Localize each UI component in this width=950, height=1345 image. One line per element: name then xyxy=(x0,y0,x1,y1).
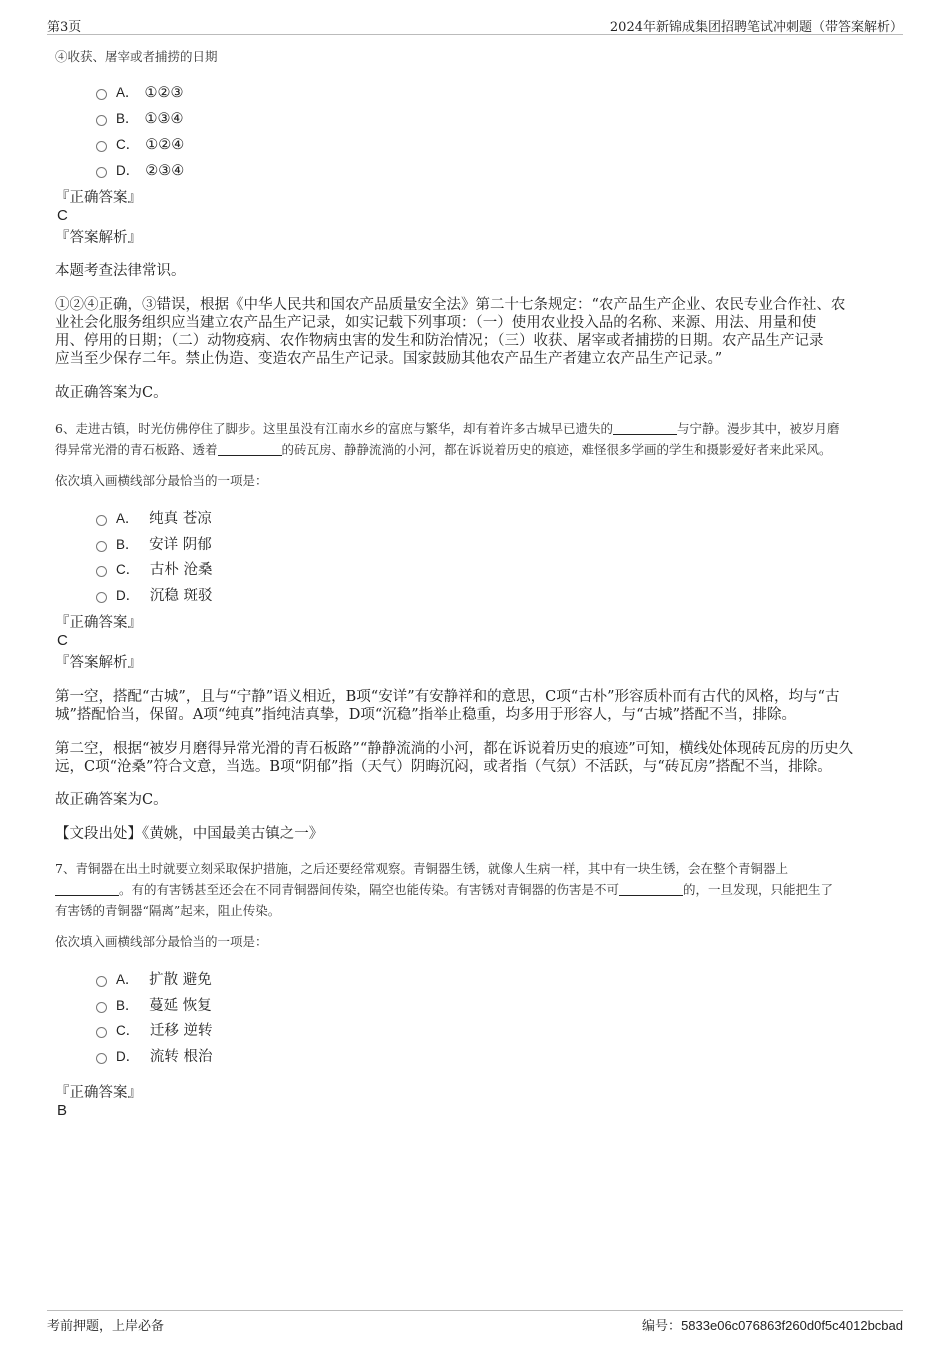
radio-icon[interactable] xyxy=(96,141,107,152)
radio-icon[interactable] xyxy=(96,1053,107,1064)
q5-option-b[interactable]: B． ①③④ xyxy=(96,110,184,128)
q7-answer-heading: 『正确答案』 xyxy=(55,1085,142,1101)
radio-icon[interactable] xyxy=(96,592,107,603)
q7-answer: B xyxy=(57,1102,68,1119)
document-code: 编号：5833e06c076863f260d0f5c4012bcbad xyxy=(642,1318,903,1334)
q7-option-b[interactable]: B． 蔓延 恢复 xyxy=(96,997,212,1015)
q6-analysis-second-blank: 第二空，根据“被岁月磨得异常光滑的青石板路”“静静流淌的小河，都在诉说着历史的痕迹”可知，横线处体现砖瓦房的历史久 远，C项“沧桑”符合文意，当选。B项“阴郁”指（天气）阴晦沉闷，或者指（气氛）不活跃，与“砖瓦房”搭配不当，排除。 xyxy=(55,741,854,775)
answer-blank xyxy=(619,883,683,896)
q7-prompt: 依次填入画横线部分最恰当的一项是： xyxy=(55,934,268,949)
page-footer xyxy=(47,1310,903,1334)
q6-analysis-heading: 『答案解析』 xyxy=(55,655,142,671)
q5-analysis-body: ①②④正确，③错误，根据《中华人民共和国农产品质量安全法》第二十七条规定：“农产品生产企业、农民专业合作社、农 业社会化服务组织应当建立农产品生产记录，如实记载下列事项：（一）使用农业投入品的名称、来源、用法、用量和使 用、停用的日期；（二）动物疫病、农作物病虫害的发生和防治情况；（三）收获、屠宰或者捕捞的日期。农产品生产记录 应当至少保存二年。禁止伪造、变造农产品生产记录。国家鼓励其他农产品生产者建立农产品生产记录。” xyxy=(55,297,846,367)
q6-option-d[interactable]: D． 沉稳 斑驳 xyxy=(96,587,212,605)
q7-option-c[interactable]: C． 迁移 逆转 xyxy=(96,1022,212,1040)
q7-option-a[interactable]: A． 扩散 避免 xyxy=(96,971,212,989)
radio-icon[interactable] xyxy=(96,976,107,987)
q6-analysis-first-blank: 第一空，搭配“古城”，且与“宁静”语义相近，B项“安详”有安静祥和的意思，C项“古朴”形容质朴而有古代的风格，均与“古 城”搭配恰当，保留。A项“纯真”指纯洁真挚，D项“沉稳”指举止稳重，均多用于形容人，与“古城”搭配不当，排除。 xyxy=(55,689,840,723)
q5-option-c[interactable]: C． ①②④ xyxy=(96,136,184,154)
radio-icon[interactable] xyxy=(96,515,107,526)
q5-analysis-conclusion: 故正确答案为C。 xyxy=(55,385,168,401)
answer-blank xyxy=(55,883,119,896)
radio-icon[interactable] xyxy=(96,1002,107,1013)
radio-icon[interactable] xyxy=(96,566,107,577)
radio-icon[interactable] xyxy=(96,1027,107,1038)
q5-option-a[interactable]: A． ①②③ xyxy=(96,84,184,102)
document-title: 2024年新锦成集团招聘笔试冲刺题（带答案解析） xyxy=(609,20,903,35)
q6-answer-heading: 『正确答案』 xyxy=(55,615,142,631)
q5-answer: C xyxy=(57,207,68,224)
q5-analysis-topic: 本题考查法律常识。 xyxy=(55,263,186,279)
footer-slogan: 考前押题，上岸必备 xyxy=(47,1319,165,1334)
q7-stem: 7、青铜器在出土时就要立刻采取保护措施，之后还要经常观察。青铜器生锈，就像人生病一样，其中有一块生锈，会在整个青铜器上 。有的有害锈甚至还会在不同青铜器间传染，隔空也能传染。有害锈对青铜器的伤害是不可 的，一旦发现，只能把生了 有害锈的青铜器“隔离”起来，阻止传染。 xyxy=(55,861,834,918)
radio-icon[interactable] xyxy=(96,89,107,100)
q5-item-4: ④收获、屠宰或者捕捞的日期 xyxy=(55,49,218,64)
q6-option-c[interactable]: C． 古朴 沧桑 xyxy=(96,561,212,579)
q6-source: 【文段出处】《黄姚，中国最美古镇之一》 xyxy=(55,826,324,842)
q5-option-d[interactable]: D． ②③④ xyxy=(96,162,184,180)
page-number: 第3页 xyxy=(47,20,82,35)
q6-analysis-conclusion: 故正确答案为C。 xyxy=(55,792,168,808)
q7-option-d[interactable]: D． 流转 根治 xyxy=(96,1048,212,1066)
q6-stem: 6、走进古镇，时光仿佛停住了脚步。这里虽没有江南水乡的富庶与繁华，却有着许多古城早已遗失的 与宁静。漫步其中，被岁月磨 得异常光滑的青石板路、透着 的砖瓦房、静静流淌的小河，都在诉说着历史的痕迹，难怪很多学画的学生和摄影爱好者来此采风。 xyxy=(55,421,840,457)
q6-option-a[interactable]: A． 纯真 苍凉 xyxy=(96,510,212,528)
page-header xyxy=(47,14,903,35)
q6-answer: C xyxy=(57,632,68,649)
radio-icon[interactable] xyxy=(96,167,107,178)
radio-icon[interactable] xyxy=(96,115,107,126)
q6-option-b[interactable]: B． 安详 阴郁 xyxy=(96,536,212,554)
q5-analysis-heading: 『答案解析』 xyxy=(55,230,142,246)
q6-prompt: 依次填入画横线部分最恰当的一项是： xyxy=(55,473,268,488)
answer-blank xyxy=(613,422,677,435)
answer-blank xyxy=(218,443,282,456)
q5-answer-heading: 『正确答案』 xyxy=(55,190,142,206)
radio-icon[interactable] xyxy=(96,541,107,552)
